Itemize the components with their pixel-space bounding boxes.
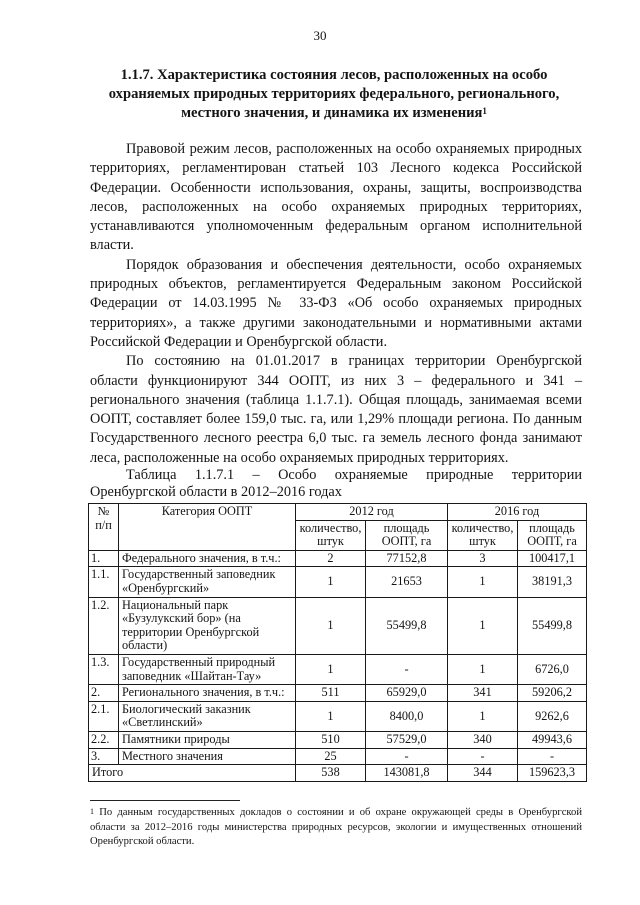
total-label: Итого bbox=[89, 765, 296, 782]
total-area-2016: 159623,3 bbox=[518, 765, 587, 782]
table-caption-line-1: Таблица 1.1.7.1 – Особо охраняемые природные территории bbox=[126, 467, 582, 483]
row-num: 2.1. bbox=[89, 701, 119, 731]
header-category: Категория ООПТ bbox=[119, 504, 296, 551]
total-count-2016: 344 bbox=[448, 765, 518, 782]
row-count-2012: 2 bbox=[296, 550, 366, 567]
page-number: 30 bbox=[313, 28, 327, 43]
row-category: Биологический заказник «Светлинский» bbox=[119, 701, 296, 731]
row-num: 2.2. bbox=[89, 731, 119, 748]
row-count-2012: 1 bbox=[296, 654, 366, 684]
row-num: 1.2. bbox=[89, 597, 119, 654]
paragraph-legal-regime: Правовой режим лесов, расположенных на особо охраняемых природных территориях, регламентирован статьей 103 Лесного кодекса Российской Федерации. Особенности использования, охраны, защиты, воспроизводства лесов, расположенных на особо охраняемых природных территориях, устанавливаются уполномоченным федеральным органом исполнительной власти. bbox=[90, 141, 582, 254]
row-num: 2. bbox=[89, 685, 119, 702]
table-row bbox=[89, 567, 587, 597]
row-count-2016: 340 bbox=[448, 731, 518, 748]
total-area-2012: 143081,8 bbox=[366, 765, 448, 782]
row-count-2016: 1 bbox=[448, 654, 518, 684]
row-area-2012: 8400,0 bbox=[366, 701, 448, 731]
table-row bbox=[89, 731, 587, 748]
header-area-2016: площадь ООПТ, га bbox=[518, 520, 587, 550]
row-num: 3. bbox=[89, 748, 119, 765]
row-category: Национальный парк «Бузулукский бор» (на территории Оренбургской области) bbox=[119, 597, 296, 654]
row-area-2016: - bbox=[518, 748, 587, 765]
section-title bbox=[96, 66, 572, 123]
row-count-2012: 1 bbox=[296, 597, 366, 654]
row-count-2016: 1 bbox=[448, 567, 518, 597]
header-year-2012: 2012 год bbox=[296, 504, 448, 521]
row-count-2016: 1 bbox=[448, 597, 518, 654]
paragraph-formation-procedure: Порядок образования и обеспечения деятельности, особо охраняемых природных объектов, регламентируется Федеральным законом Российской Федерации от 14.03.1995 № 33-ФЗ «Об особо охраняемых природных территориях», а также другими законодательными и нормативными актами Российской Федерации и Оренбургской области. bbox=[90, 256, 582, 350]
row-category: Государственный заповедник «Оренбургский» bbox=[119, 567, 296, 597]
row-area-2016: 59206,2 bbox=[518, 685, 587, 702]
row-count-2012: 25 bbox=[296, 748, 366, 765]
row-area-2012: - bbox=[366, 748, 448, 765]
row-count-2012: 1 bbox=[296, 701, 366, 731]
row-count-2012: 1 bbox=[296, 567, 366, 597]
header-area-2012: площадь ООПТ, га bbox=[366, 520, 448, 550]
row-area-2016: 9262,6 bbox=[518, 701, 587, 731]
row-num: 1.1. bbox=[89, 567, 119, 597]
table-row bbox=[89, 701, 587, 731]
row-num: 1.3. bbox=[89, 654, 119, 684]
table-caption bbox=[90, 467, 582, 501]
header-num: № п/п bbox=[89, 504, 119, 551]
paragraph-current-status: По состоянию на 01.01.2017 в границах территории Оренбургской области функционируют 344 ООПТ, из них 3 – федерального и 341 – регионального значения (таблица 1.1.7.1). Общая площадь, занимаемая всеми ООПТ, составляет более 159,0 тыс. га, или 1,29% площади региона. По данным Государственного лесного реестра 6,0 тыс. га земель лесного фонда занимают леса, расположенные на особо охраняемых природных территориях. bbox=[90, 353, 582, 466]
section-title-text: 1.1.7. Характеристика состояния лесов, расположенных на особо охраняемых природных территориях федерального, регионального, местного значения, и динамика их изменения bbox=[108, 67, 560, 121]
row-area-2016: 55499,8 bbox=[518, 597, 587, 654]
row-category: Местного значения bbox=[119, 748, 296, 765]
row-category: Государственный природный заповедник «Шайтан-Тау» bbox=[119, 654, 296, 684]
table-total-row bbox=[89, 765, 587, 782]
row-area-2012: 65929,0 bbox=[366, 685, 448, 702]
row-category: Памятники природы bbox=[119, 731, 296, 748]
row-area-2016: 49943,6 bbox=[518, 731, 587, 748]
footnote-text: По данным государственных докладов о состоянии и об охране окружающей среды в Оренбургской области за 2012–2016 годы министерства природных ресурсов, экологии и имущественных отношений Оренбургской области. bbox=[90, 807, 582, 847]
row-category: Федерального значения, в т.ч.: bbox=[119, 550, 296, 567]
table-row bbox=[89, 597, 587, 654]
row-area-2012: - bbox=[366, 654, 448, 684]
table-caption-line-2: Оренбургской области в 2012–2016 годах bbox=[90, 484, 342, 500]
row-area-2016: 6726,0 bbox=[518, 654, 587, 684]
row-count-2016: 341 bbox=[448, 685, 518, 702]
row-area-2016: 38191,3 bbox=[518, 567, 587, 597]
row-area-2012: 77152,8 bbox=[366, 550, 448, 567]
row-area-2012: 55499,8 bbox=[366, 597, 448, 654]
header-year-2016: 2016 год bbox=[448, 504, 587, 521]
footnote bbox=[90, 806, 582, 850]
footnote-reference[interactable]: 1 bbox=[482, 106, 487, 116]
row-count-2016: - bbox=[448, 748, 518, 765]
oopt-table bbox=[88, 503, 587, 782]
body-text bbox=[90, 140, 582, 468]
table-header-row bbox=[89, 504, 587, 521]
table-row bbox=[89, 550, 587, 567]
row-count-2016: 3 bbox=[448, 550, 518, 567]
table-row bbox=[89, 654, 587, 684]
row-count-2012: 511 bbox=[296, 685, 366, 702]
row-count-2012: 510 bbox=[296, 731, 366, 748]
row-area-2016: 100417,1 bbox=[518, 550, 587, 567]
row-count-2016: 1 bbox=[448, 701, 518, 731]
row-area-2012: 21653 bbox=[366, 567, 448, 597]
row-category: Регионального значения, в т.ч.: bbox=[119, 685, 296, 702]
table-row bbox=[89, 685, 587, 702]
row-area-2012: 57529,0 bbox=[366, 731, 448, 748]
footnote-mark: 1 bbox=[90, 807, 94, 816]
table-row bbox=[89, 748, 587, 765]
header-count-2016: количество, штук bbox=[448, 520, 518, 550]
total-count-2012: 538 bbox=[296, 765, 366, 782]
row-num: 1. bbox=[89, 550, 119, 567]
header-count-2012: количество, штук bbox=[296, 520, 366, 550]
footnote-divider bbox=[90, 800, 240, 801]
